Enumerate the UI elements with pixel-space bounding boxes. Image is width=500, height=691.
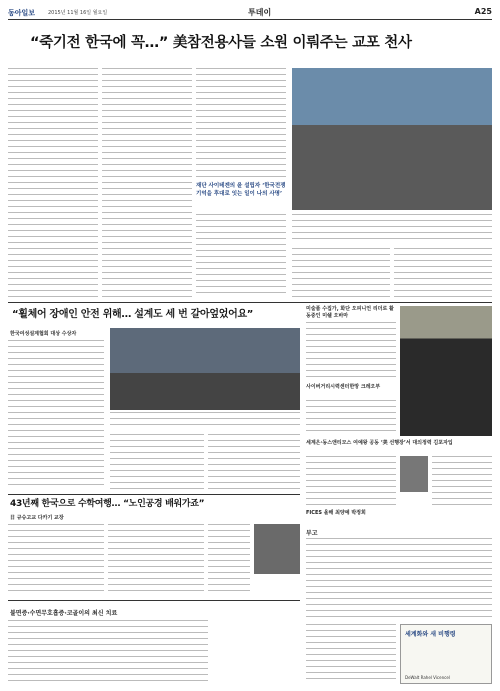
award-ceremony-photo	[110, 328, 300, 410]
story2-text-col1	[8, 340, 104, 490]
ad-footer: DeWalt Rahel Vicencel	[405, 675, 450, 680]
right-col-text1	[306, 322, 396, 378]
divider-3	[8, 600, 300, 601]
michelle-obama-photo	[400, 306, 492, 436]
story2-caption	[110, 412, 300, 430]
page-number: A25	[474, 7, 492, 16]
top-story-pullquote: 재단 사이테겐의 윤 설립자 ‘한국전쟁 기억을 후대로 잇는 일이 나의 사명’	[196, 183, 286, 197]
right-col-subhead4: FICES 올해 최양예 박정희	[306, 510, 366, 516]
bottom-left-title: 불면증·수면무호흡증·코골이의 최신 치료	[10, 610, 118, 617]
veterans-group-photo	[292, 68, 492, 210]
right-col-text4	[432, 456, 492, 506]
bottom-left-text	[8, 620, 208, 686]
story3-subhead: 日 규슈고교 다카기 교장	[10, 515, 64, 521]
story3-text-col2	[108, 524, 204, 596]
top-story-text-col2	[102, 68, 192, 298]
right-col-text3	[306, 456, 396, 506]
story3-headline: 43년째 한국으로 수학여행… “노인공경 배워가죠”	[10, 499, 205, 509]
ad-title: 세계화와 새 비행령	[405, 631, 456, 638]
divider-1	[8, 302, 492, 303]
story3-text-col3	[208, 524, 250, 596]
top-story-headline: “죽기전 한국에 꼭…” 美참전용사들 소원 이뤄주는 교포 천사	[30, 35, 412, 51]
right-col-subhead1: 미술품 수집가, 화단 오피니언 리더로 활동중인 미쉘 오바마	[306, 306, 394, 319]
story2-headline: “휠체어 장애인 안전 위해… 설계도 세 번 갈아엎었어요”	[12, 309, 254, 320]
right-col-text2	[306, 400, 396, 436]
story2-text-col2	[110, 434, 204, 490]
obituary-text	[306, 538, 492, 618]
story3-text-col1	[8, 524, 104, 596]
portrait-photo	[400, 456, 428, 492]
top-story-text-col1	[8, 68, 98, 298]
obituary-title: 부고	[306, 530, 318, 537]
bottom-right-text	[306, 624, 396, 684]
top-story-text-col5	[394, 248, 492, 298]
section-title: 투데이	[248, 8, 272, 17]
divider-2	[8, 494, 300, 495]
ad-box	[400, 624, 492, 684]
issue-date: 2015년 11월 16일 월요일	[48, 10, 108, 16]
right-col-subhead2: 세계은·동스앤티모스 여예왕 공동 ‘美 선행장’서 대의정력 김포자입	[306, 440, 453, 446]
story2-subhead: 한국여성설계협회 대상 수상자	[10, 331, 77, 337]
newspaper-logo: 동아일보	[8, 9, 36, 17]
top-story-text-col3b	[196, 214, 286, 298]
top-story-text-col3	[196, 68, 286, 178]
masthead	[8, 6, 492, 20]
top-story-text-col4	[292, 248, 390, 298]
photo-caption	[292, 214, 492, 244]
teacher-portrait-photo	[254, 524, 300, 574]
right-col-subhead3: 사이버거리시력센터한망 크레오부	[306, 384, 381, 390]
story2-text-col3	[208, 434, 300, 490]
